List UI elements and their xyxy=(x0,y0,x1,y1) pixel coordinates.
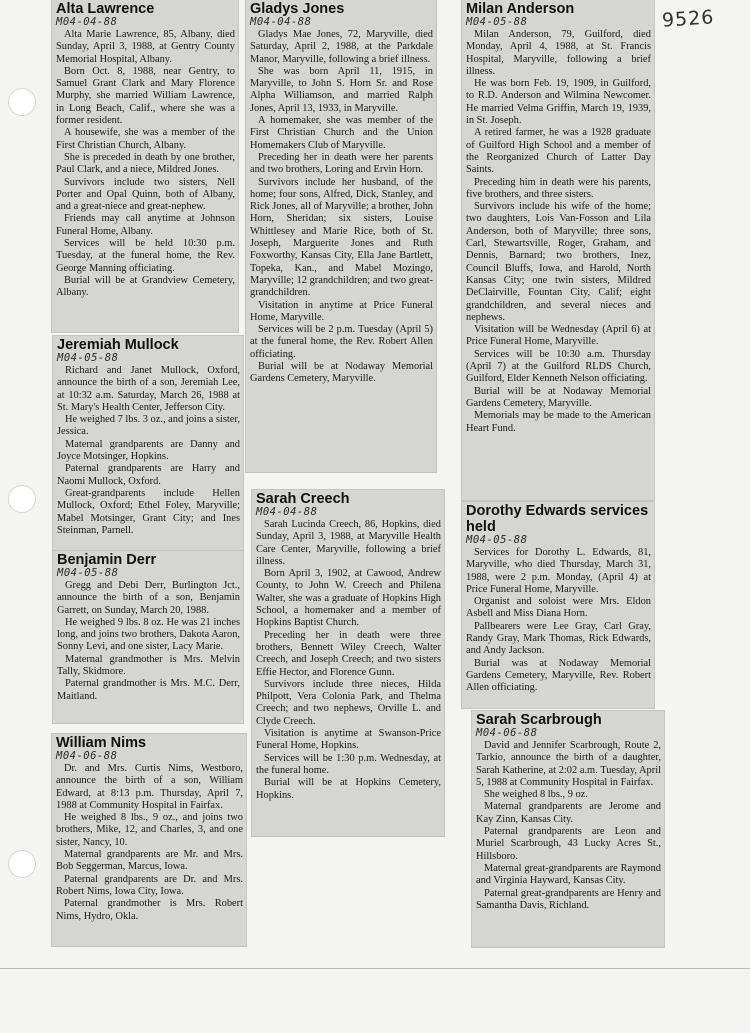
clipping-paragraph: Maternal grandmother is Mrs. Melvin Tally, Skidmore. xyxy=(57,653,240,678)
clipping-paragraph: Milan Anderson, 79, Guilford, died Monday, April 4, 1988, at St. Francis Hospital, Maryville, following a brief illness. xyxy=(466,29,651,77)
binder-hole-bottom xyxy=(8,850,36,878)
clipping-paragraph: She is preceded in death by one brother, Paul Clark, and a niece, Mildred Jones. xyxy=(56,151,235,176)
clipping-paragraph: Maternal grandparents are Danny and Joyce Motsinger, Hopkins. xyxy=(57,438,240,463)
clipping-paragraph: She weighed 8 lbs., 9 oz. xyxy=(484,789,588,801)
clipping-headline: William Nims xyxy=(56,735,147,751)
clipping-paragraph: He weighed 8 lbs., 9 oz., and joins two brothers, Mike, 12, and Charles, 3, and one sister, Nancy, 10. xyxy=(56,812,243,848)
clipping-headline: Sarah Scarbrough xyxy=(476,712,602,728)
clipping-paragraph: Paternal grandmother is Mrs. M.C. Derr, Maitland. xyxy=(57,678,240,702)
clipping-paragraph: Friends may call anytime at Johnson Funeral Home, Albany. xyxy=(56,213,235,237)
clipping-headline: Sarah Creech xyxy=(256,491,350,507)
clipping-paragraph: Survivors include her husband, of the home; four sons, Alfred, Dick, Stanley, and Rick Jones, all of Maryville; a brother, John Horn, Sheridan; six sisters, Louise Whittlesey and Marie Rice, both of St. Joseph, Marguerite Jones and Ruth Foxworthy, Kansas City, Ella Jane Bartlett, Topeka, Kan., and Mabel Mozingo, Maryville; 12 grandchildren; and two great-grandchildren. xyxy=(250,176,433,299)
clipping-sarah-creech xyxy=(252,490,444,836)
clipping-paragraph: Paternal grandparents are Dr. and Mrs. Robert Nims, Iowa City, Iowa. xyxy=(56,873,243,897)
clipping-headline: Jeremiah Mullock xyxy=(57,337,179,353)
clipping-paragraph: Services will be 2 p.m. Tuesday (April 5) at the funeral home, the Rev. Robert Allen officiating. xyxy=(250,324,433,360)
clipping-paragraph: Great-grandparents include Hellen Mullock, Oxford; Ethel Foley, Maryville; Mabel Motsinger, Grant City; and Ines Steinman, Parnell. xyxy=(57,487,240,536)
clipping-paragraph: Burial will be at Nodaway Memorial Gardens Cemetery, Maryville. xyxy=(250,361,433,385)
clipping-paragraph: Visitation will be Wednesday (April 6) at Price Funeral Home, Maryville. xyxy=(466,324,651,348)
clipping-headline: Benjamin Derr xyxy=(57,552,157,568)
clipping-paragraph: Born Oct. 8, 1988, near Gentry, to Samuel Grant Clark and Mary Florence Murphy, she married William Lawrence, in Long Beach, Calif., where she was a former resident. xyxy=(56,65,235,127)
clipping-paragraph: Paternal great-grandparents are Henry and Samantha Davis, Richland. xyxy=(476,887,661,911)
clipping-paragraph: Paternal grandmother is Mrs. Robert Nims, Hydro, Okla. xyxy=(56,898,243,922)
clipping-paragraph: Alta Marie Lawrence, 85, Albany, died Sunday, April 3, 1988, at Gentry County Memorial Hospital, Albany. xyxy=(56,29,235,65)
clipping-paragraph: Maternal grandparents are Jerome and Kay Zinn, Kansas City. xyxy=(476,801,661,825)
clipping-paragraph: Survivors include his wife of the home; two daughters, Lois Van-Fosson and Lila Anderson, both of Maryville; three sons, Carl, Stewartsville, Roger, Graham, and Dennis, Barnard; two brothers, Inez, Council Bluffs, Iowa, and Harold, North Kansas City; one twin sisters, Mildred DeClairville, Fountan City, Calif; eight grandchildren, and several nieces and nephews. xyxy=(466,201,651,323)
clipping-jeremiah-mullock xyxy=(53,336,243,551)
clipping-paragraph: Burial will be at Grandview Cemetery, Albany. xyxy=(56,274,235,299)
binder-hole-middle xyxy=(8,485,36,513)
clipping-paragraph: Burial will be at Hopkins Cemetery, Hopkins. xyxy=(256,777,441,801)
clipping-paragraph: Maternal grandparents are Mr. and Mrs. Bob Seggerman, Marcus, Iowa. xyxy=(56,849,243,873)
clipping-dorothy-edwards xyxy=(462,502,654,708)
clipping-paragraph: Preceding him in death were his parents, five brothers, and three sisters. xyxy=(466,176,651,200)
handwritten-date-note: M04-06-88 xyxy=(476,727,538,739)
binder-hole-top xyxy=(8,88,36,116)
clipping-paragraph: Services will be 1:30 p.m. Wednesday, at the funeral home. xyxy=(256,752,441,776)
handwritten-date-note: M04-05-88 xyxy=(466,16,528,28)
clipping-headline: Dorothy Edwards services held xyxy=(466,503,649,535)
clipping-paragraph: She was born April 11, 1915, in Maryville, to John S. Horn Sr. and Rose Alpha Williamson, and married Ralph Jones, April 13, 1933, in Maryville. xyxy=(250,65,433,114)
handwritten-date-note: M04-05-88 xyxy=(57,567,119,579)
clipping-paragraph: He weighed 7 lbs. 3 oz., and joins a sister, Jessica. xyxy=(57,414,240,438)
clipping-paragraph: Paternal grandparents are Leon and Muriel Scarbrough, 43 Lucky Acres St., Hillsboro. xyxy=(476,826,661,862)
clipping-paragraph: A housewife, she was a member of the First Christian Church, Albany. xyxy=(56,127,235,151)
clipping-paragraph: Survivors include three nieces, Hilda Philpott, Vera Colonia Park, and Thelma Creech; and two nephews, Orville L. and Clyde Creech. xyxy=(256,678,441,727)
clipping-gladys-jones xyxy=(246,0,436,472)
clipping-headline: Gladys Jones xyxy=(250,1,345,17)
clipping-sarah-scarbrough xyxy=(472,711,664,947)
clipping-paragraph: Visitation is anytime at Swanson-Price Funeral Home, Hopkins. xyxy=(256,728,441,752)
clipping-paragraph: Survivors include two sisters, Nell Porter and Opal Quinn, both of Albany, and a great-niece and great-nephew. xyxy=(56,176,235,213)
clipping-paragraph: Preceding her in death were her parents and two brothers, Loring and Ervin Horn. xyxy=(250,151,433,176)
clipping-paragraph: A retired farmer, he was a 1928 graduate of Guilford High School and a member of the Reorganized Church of Latter Day Saints. xyxy=(466,127,651,176)
clipping-alta-lawrence xyxy=(52,0,238,332)
handwritten-date-note: M04-04-88 xyxy=(56,16,118,28)
handwritten-page-number: 9526 xyxy=(661,6,716,32)
clipping-headline: Alta Lawrence xyxy=(56,1,155,17)
handwritten-date-note: M04-06-88 xyxy=(56,750,118,762)
clipping-paragraph: He was born Feb. 19, 1909, in Guilford, to R.D. Anderson and Wilmina Newcomer. He married Velma Griffin, March 19, 1939, in St. Joseph. xyxy=(466,78,651,127)
clipping-paragraph: Paternal grandparents are Harry and Naomi Mullock, Oxford. xyxy=(57,463,240,487)
clipping-paragraph: Richard and Janet Mullock, Oxford, announce the birth of a son, Jeremiah Lee, at 10:32 a.m. Saturday, March 26, 1988 at St. Mary's Health Center, Jefferson City. xyxy=(57,365,240,413)
clipping-paragraph: David and Jennifer Scarbrough, Route 2, Tarkio, announce the birth of a daughter, Sarah Katherine, at 2:02 a.m. Tuesday, April 5, 1988 at Community Hospital in Fairfax. xyxy=(476,740,661,788)
clipping-paragraph: Gregg and Debi Derr, Burlington Jct., announce the birth of a son, Benjamin Garrett, on Sunday, March 20, 1988. xyxy=(57,580,240,616)
clipping-paragraph: Preceding her in death were three brothers, Bennett Wiley Creech, Walter Creech, and Joseph Creech; and two sisters Effie Hector, and Florence Gunn. xyxy=(256,629,441,678)
clipping-paragraph: Dr. and Mrs. Curtis Nims, Westboro, announce the birth of a son, William Edward, at 8:13 p.m. Thursday, April 7, 1988 at Community Hospital in Fairfax. xyxy=(56,763,243,811)
clipping-headline: Milan Anderson xyxy=(466,1,575,17)
clipping-paragraph: Services for Dorothy L. Edwards, 81, Maryville, who died Thursday, March 31, 1988, were 2 p.m. Monday, (April 4) at Price Funeral Home, Maryville. xyxy=(466,547,651,595)
clipping-paragraph: Visitation in anytime at Price Funeral Home, Maryville. xyxy=(250,299,433,323)
clipping-paragraph: Born April 3, 1902, at Cawood, Andrew County, to John W. Creech and Philena Walter, she was a graduate of Hopkins High School, a homemaker and a member of Hopkins Baptist Church. xyxy=(256,568,441,629)
clipping-paragraph: Sarah Lucinda Creech, 86, Hopkins, died Sunday, April 3, 1988, at Maryville Health Care Center, Maryville, following a brief illness. xyxy=(256,519,441,567)
clipping-william-nims xyxy=(52,734,246,946)
clipping-paragraph: A homemaker, she was member of the First Christian Church and the Union Homemakers Club of Maryville. xyxy=(250,115,433,151)
handwritten-date-note: M04-05-88 xyxy=(466,534,528,546)
clipping-paragraph: Burial will be at Nodaway Memorial Gardens Cemetery, Maryville. xyxy=(466,385,651,409)
page-edge-line xyxy=(0,968,750,969)
clipping-paragraph: He weighed 9 lbs. 8 oz. He was 21 inches long, and joins two brothers, Dakota Aaron, Sonny Levi, and one sister, Lacy Marie. xyxy=(57,616,240,653)
clipping-paragraph: Maternal great-grandparents are Raymond and Virginia Hayward, Kansas City. xyxy=(476,862,661,887)
clipping-paragraph: Memorials may be made to the American Heart Fund. xyxy=(466,410,651,434)
clipping-milan-anderson xyxy=(462,0,654,500)
clipping-benjamin-derr xyxy=(53,551,243,723)
handwritten-date-note: M04-04-88 xyxy=(250,16,312,28)
handwritten-date-note: M04-04-88 xyxy=(256,506,318,518)
clipping-paragraph: Gladys Mae Jones, 72, Maryville, died Saturday, April 2, 1988, at the Parkdale Manor, Maryville, following a brief illness. xyxy=(250,29,433,65)
clipping-paragraph: Services will be 10:30 a.m. Thursday (April 7) at the Guilford RLDS Church, Guilford, Elder Kenneth Nelson officiating. xyxy=(466,348,651,385)
clipping-paragraph: Services will be held 10:30 p.m. Tuesday, at the funeral home, the Rev. George Manning officiating. xyxy=(56,238,235,274)
handwritten-date-note: M04-05-88 xyxy=(57,352,119,364)
clipping-paragraph: Organist and soloist were Mrs. Eldon Asbell and Miss Diana Horn. xyxy=(466,596,651,620)
clipping-paragraph: Burial was at Nodaway Memorial Gardens Cemetery, Maryville, Rev. Robert Allen officiating. xyxy=(466,657,651,694)
clipping-paragraph: Pallbearers were Lee Gray, Carl Gray, Randy Gray, Mark Thomas, Rick Edwards, and Andy Jackson. xyxy=(466,620,651,657)
